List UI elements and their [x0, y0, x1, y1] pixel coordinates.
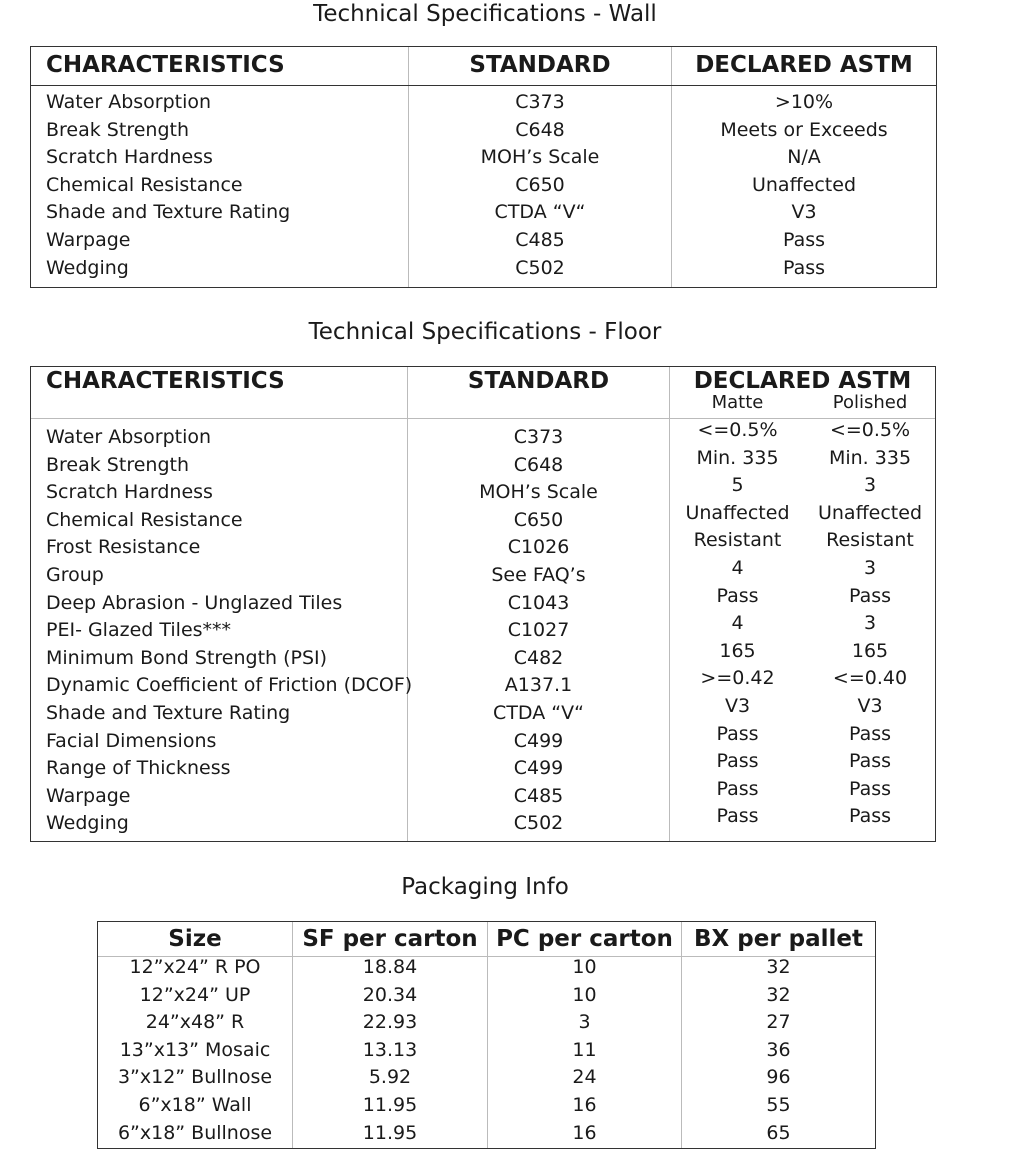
polished-cell: Unaffected — [817, 501, 923, 524]
characteristic-cell: Break Strength — [46, 118, 189, 141]
characteristic-cell: Dynamic Coefficient of Friction (DCOF) — [46, 674, 413, 697]
header-standard: STANDARD — [467, 368, 610, 394]
characteristic-cell: Water Absorption — [46, 426, 212, 448]
declared-cell: Pass — [782, 256, 826, 279]
characteristic-cell: Facial Dimensions — [46, 729, 217, 752]
bx-cell: 32 — [766, 983, 791, 1006]
bx-cell: 55 — [766, 1094, 791, 1116]
characteristic-cell: Range of Thickness — [46, 757, 231, 780]
size-cell: 13”x13” Mosaic — [119, 1038, 271, 1061]
sf-cell: 11.95 — [362, 1094, 418, 1116]
bx-cell: 65 — [766, 1121, 791, 1144]
matte-cell: Pass — [716, 777, 759, 800]
standard-cell: C373 — [515, 91, 565, 113]
header-sf-per-carton: SF per carton — [302, 926, 478, 952]
standard-cell: C499 — [513, 757, 564, 780]
declared-cell: >10% — [774, 91, 834, 113]
bx-cell: 32 — [766, 956, 791, 978]
matte-cell: <=0.5% — [697, 419, 778, 441]
characteristic-cell: PEI- Glazed Tiles*** — [46, 619, 232, 642]
standard-cell: C482 — [513, 646, 564, 669]
size-cell: 12”x24” R PO — [129, 956, 261, 978]
standard-cell: C485 — [515, 229, 565, 251]
matte-cell: >=0.42 — [700, 667, 775, 690]
matte-cell: Unaffected — [685, 501, 790, 524]
polished-cell: Pass — [848, 777, 892, 800]
sf-cell: 20.34 — [362, 983, 418, 1006]
subheader-matte: Matte — [711, 392, 764, 413]
pc-cell: 16 — [572, 1094, 597, 1116]
sf-cell: 18.84 — [362, 956, 418, 978]
characteristic-cell: Wedging — [46, 256, 129, 279]
declared-cell: Unaffected — [751, 173, 857, 196]
declared-cell: Meets or Exceeds — [720, 118, 888, 141]
standard-cell: See FAQ’s — [491, 564, 586, 586]
size-cell: 24”x48” R — [145, 1011, 245, 1034]
header-pc-per-carton: PC per carton — [496, 926, 673, 952]
sf-cell: 5.92 — [368, 1066, 412, 1089]
characteristic-cell: Scratch Hardness — [46, 146, 213, 169]
header-bx-per-pallet: BX per pallet — [693, 926, 864, 952]
characteristic-cell: Warpage — [46, 229, 131, 251]
matte-cell: Pass — [716, 722, 759, 745]
standard-cell: C485 — [513, 784, 564, 807]
polished-cell: Min. 335 — [828, 446, 912, 469]
characteristic-cell: Chemical Resistance — [46, 508, 243, 531]
header-declared-astm: DECLARED ASTM — [693, 368, 912, 394]
matte-cell: 4 — [731, 612, 744, 635]
standard-cell: C650 — [515, 173, 565, 196]
polished-cell: 3 — [863, 612, 877, 635]
characteristic-cell: Group — [46, 564, 104, 586]
polished-cell: Pass — [848, 722, 892, 745]
polished-cell: Pass — [848, 805, 892, 828]
subheader-polished: Polished — [832, 392, 908, 413]
polished-cell: <=0.40 — [832, 667, 908, 690]
characteristic-cell: Warpage — [46, 784, 131, 807]
polished-cell: Pass — [848, 584, 892, 607]
declared-cell: Pass — [782, 229, 826, 251]
bx-cell: 36 — [766, 1038, 791, 1061]
standard-cell: C648 — [513, 453, 564, 476]
declared-cell: V3 — [791, 201, 817, 224]
characteristic-cell: Frost Resistance — [46, 536, 201, 559]
polished-cell: Resistant — [826, 529, 914, 552]
size-cell: 3”x12” Bullnose — [117, 1066, 273, 1089]
wall-spec-table — [30, 46, 937, 288]
standard-cell: C373 — [513, 426, 564, 448]
matte-cell: Pass — [716, 584, 759, 607]
polished-cell: Pass — [848, 750, 892, 773]
matte-cell: 5 — [731, 474, 744, 497]
size-cell: 6”x18” Bullnose — [117, 1121, 273, 1144]
size-cell: 6”x18” Wall — [138, 1094, 252, 1116]
standard-cell: C1043 — [507, 591, 570, 614]
sf-cell: 13.13 — [362, 1038, 418, 1061]
characteristic-cell: Wedging — [46, 812, 129, 835]
floor-title: Technical Specifications - Floor — [308, 319, 662, 345]
polished-cell: <=0.5% — [829, 419, 911, 441]
packaging-title: Packaging Info — [401, 874, 569, 900]
header-size: Size — [168, 926, 222, 952]
polished-cell: 165 — [851, 639, 889, 662]
sf-cell: 22.93 — [362, 1011, 418, 1034]
standard-cell: MOH’s Scale — [480, 146, 600, 169]
standard-cell: C502 — [513, 812, 564, 835]
declared-cell: N/A — [787, 146, 821, 169]
packaging-table — [97, 921, 876, 1149]
characteristic-cell: Shade and Texture Rating — [46, 201, 291, 224]
standard-cell: C1027 — [507, 619, 570, 642]
pc-cell: 3 — [578, 1011, 591, 1034]
standard-cell: A137.1 — [504, 674, 573, 697]
standard-cell: C499 — [513, 729, 564, 752]
standard-cell: CTDA “V“ — [494, 201, 586, 224]
characteristic-cell: Water Absorption — [46, 91, 212, 113]
standard-cell: C502 — [515, 256, 565, 279]
pc-cell: 11 — [572, 1038, 597, 1061]
standard-cell: MOH’s Scale — [479, 481, 598, 504]
bx-cell: 27 — [766, 1011, 791, 1034]
header-declared-astm: DECLARED ASTM — [695, 52, 913, 78]
floor-spec-table — [30, 366, 936, 842]
standard-cell: C650 — [513, 508, 564, 531]
pc-cell: 24 — [572, 1066, 597, 1089]
pc-cell: 16 — [572, 1121, 597, 1144]
matte-cell: 4 — [731, 557, 744, 579]
header-characteristics: CHARACTERISTICS — [46, 52, 285, 78]
bx-cell: 96 — [766, 1066, 791, 1089]
matte-cell: Pass — [716, 750, 759, 773]
polished-cell: 3 — [863, 474, 877, 497]
polished-cell: V3 — [857, 695, 883, 717]
header-standard: STANDARD — [469, 52, 611, 78]
header-divider — [31, 85, 936, 86]
pc-cell: 10 — [572, 956, 597, 978]
sf-cell: 11.95 — [362, 1121, 418, 1144]
characteristic-cell: Chemical Resistance — [46, 173, 243, 196]
standard-cell: C648 — [515, 118, 565, 141]
matte-cell: 165 — [719, 639, 756, 662]
matte-cell: Min. 335 — [696, 446, 779, 469]
wall-title: Technical Specifications - Wall — [313, 1, 657, 27]
characteristic-cell: Deep Abrasion - Unglazed Tiles — [46, 591, 343, 614]
standard-cell: C1026 — [507, 536, 570, 559]
matte-cell: Resistant — [693, 529, 782, 552]
matte-cell: Pass — [716, 805, 759, 828]
pc-cell: 10 — [572, 983, 597, 1006]
characteristic-cell: Shade and Texture Rating — [46, 702, 291, 724]
size-cell: 12”x24” UP — [139, 983, 251, 1006]
characteristic-cell: Minimum Bond Strength (PSI) — [46, 646, 328, 669]
polished-cell: 3 — [863, 557, 877, 579]
standard-cell: CTDA “V“ — [493, 702, 584, 724]
characteristic-cell: Scratch Hardness — [46, 481, 213, 504]
header-characteristics: CHARACTERISTICS — [46, 368, 285, 394]
characteristic-cell: Break Strength — [46, 453, 189, 476]
matte-cell: V3 — [724, 695, 751, 717]
